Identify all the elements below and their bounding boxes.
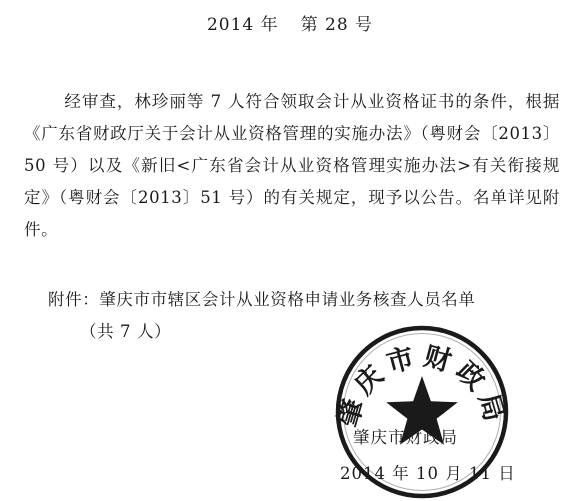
document-number — [0, 10, 580, 35]
attachment-count: （共 7 人） — [80, 322, 172, 341]
notice-body-text: 经审查，林珍丽等 7 人符合领取会计从业资格证书的条件，根据《广东省财政厅关于会计从业资格管理的实施办法》（粤财会〔2013〕50 号）以及《新旧<广东省会计从业资格管理实施办法>有关衔接规定》（粤财会〔2013〕51 号）的有关规定，现予以公告。名单详见附件。 — [24, 92, 560, 239]
document-year: 2014 年 — [206, 15, 279, 35]
notice-paragraph — [24, 86, 560, 246]
seal-text: 肇庆市财政局 — [333, 340, 511, 431]
issuer-name: 肇庆市财政局 — [353, 428, 458, 447]
issue-date: 2014 年 10 月 11 日 — [340, 464, 516, 483]
document-serial: 第 28 号 — [300, 15, 374, 35]
attachment-line — [48, 284, 568, 316]
attachment-title: 肇庆市市辖区会计从业资格申请业务核查人员名单 — [99, 290, 476, 309]
attachment-label: 附件： — [48, 290, 100, 309]
